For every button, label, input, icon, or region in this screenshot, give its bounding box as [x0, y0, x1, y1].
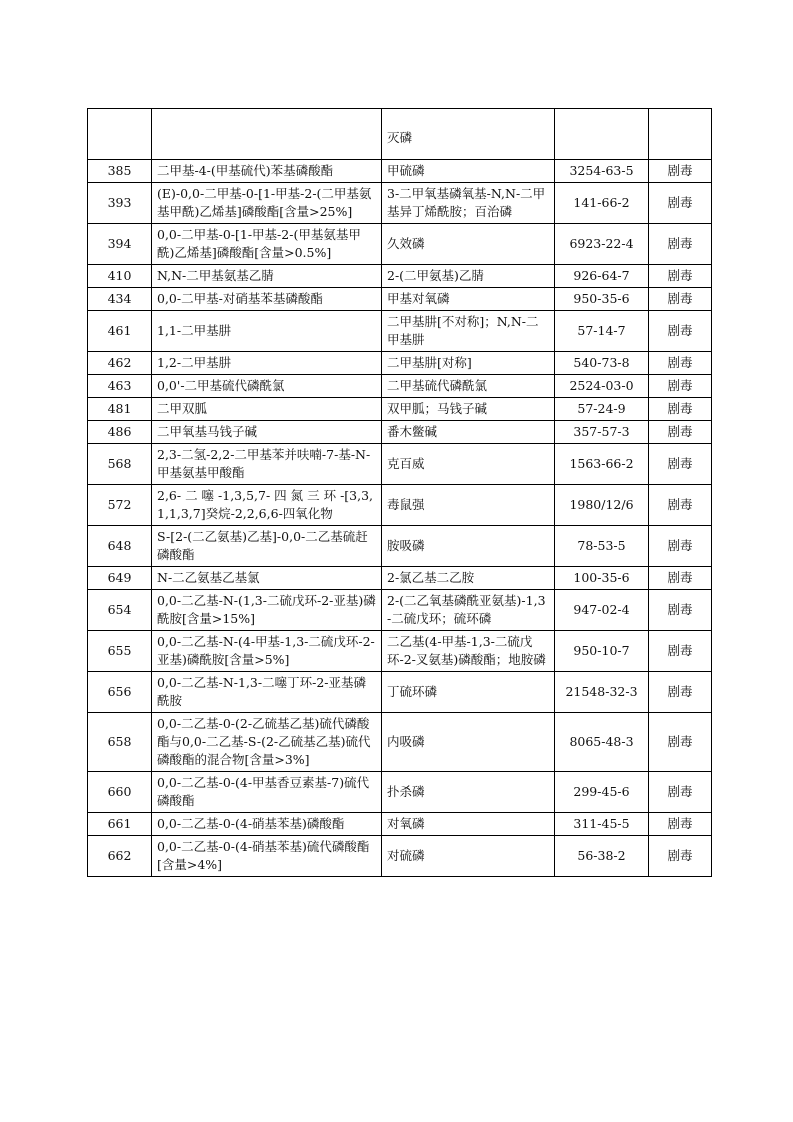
chemical-name: 二甲基-4-(甲基硫代)苯基磷酸酯 — [152, 160, 382, 183]
cas-number — [555, 109, 649, 160]
hazard-class: 剧毒 — [649, 713, 712, 772]
chemical-name: 0,0-二乙基-0-(4-硝基苯基)磷酸酯 — [152, 813, 382, 836]
table-row — [88, 444, 712, 485]
chemical-alias: 二甲基硫代磷酰氯 — [382, 375, 555, 398]
row-number: 410 — [88, 265, 152, 288]
chemical-name: 0,0-二乙基-0-(4-硝基苯基)硫代磷酸酯[含量>4%] — [152, 836, 382, 877]
row-number: 434 — [88, 288, 152, 311]
hazard-class: 剧毒 — [649, 160, 712, 183]
cas-number: 357-57-3 — [555, 421, 649, 444]
chemical-name: 0,0-二乙基-N-1,3-二噻丁环-2-亚基磷酰胺 — [152, 672, 382, 713]
row-number — [88, 109, 152, 160]
chemical-alias: 二乙基(4-甲基-1,3-二硫戊环-2-叉氨基)磷酸酯；地胺磷 — [382, 631, 555, 672]
chemical-name: N,N-二甲基氨基乙腈 — [152, 265, 382, 288]
chemical-name: 0,0-二甲基-0-[1-甲基-2-(甲基氨基甲酰)乙烯基]磷酸酯[含量>0.5%] — [152, 224, 382, 265]
row-number: 660 — [88, 772, 152, 813]
table-row — [88, 398, 712, 421]
row-number: 649 — [88, 567, 152, 590]
cas-number: 6923-22-4 — [555, 224, 649, 265]
chemical-alias: 扑杀磷 — [382, 772, 555, 813]
table-row — [88, 485, 712, 526]
chemical-name: 二甲氧基马钱子碱 — [152, 421, 382, 444]
cas-number: 926-64-7 — [555, 265, 649, 288]
row-number: 572 — [88, 485, 152, 526]
table-row — [88, 772, 712, 813]
row-number: 654 — [88, 590, 152, 631]
hazard-class: 剧毒 — [649, 772, 712, 813]
row-number: 661 — [88, 813, 152, 836]
cas-number: 78-53-5 — [555, 526, 649, 567]
chemical-alias: 番木鳖碱 — [382, 421, 555, 444]
row-number: 648 — [88, 526, 152, 567]
hazard-class: 剧毒 — [649, 526, 712, 567]
row-number: 385 — [88, 160, 152, 183]
table-row — [88, 567, 712, 590]
hazard-class: 剧毒 — [649, 224, 712, 265]
chemical-alias: 胺吸磷 — [382, 526, 555, 567]
hazard-class: 剧毒 — [649, 183, 712, 224]
cas-number: 540-73-8 — [555, 352, 649, 375]
hazard-class: 剧毒 — [649, 421, 712, 444]
chemical-name: 二甲双胍 — [152, 398, 382, 421]
hazard-class: 剧毒 — [649, 311, 712, 352]
cas-number: 947-02-4 — [555, 590, 649, 631]
hazard-class: 剧毒 — [649, 631, 712, 672]
chemical-name: (E)-0,0-二甲基-0-[1-甲基-2-(二甲基氨基甲酰)乙烯基]磷酸酯[含量>25%] — [152, 183, 382, 224]
chemical-alias: 甲硫磷 — [382, 160, 555, 183]
row-number: 461 — [88, 311, 152, 352]
chemical-alias: 2-(二甲氨基)乙腈 — [382, 265, 555, 288]
chemical-alias: 3-二甲氧基磷氧基-N,N-二甲基异丁烯酰胺；百治磷 — [382, 183, 555, 224]
table-row — [88, 836, 712, 877]
cas-number: 311-45-5 — [555, 813, 649, 836]
hazard-class: 剧毒 — [649, 398, 712, 421]
row-number: 662 — [88, 836, 152, 877]
chemical-alias: 久效磷 — [382, 224, 555, 265]
table-row — [88, 421, 712, 444]
row-number: 655 — [88, 631, 152, 672]
cas-number: 3254-63-5 — [555, 160, 649, 183]
cas-number: 950-35-6 — [555, 288, 649, 311]
hazard-class: 剧毒 — [649, 444, 712, 485]
chemical-alias: 对硫磷 — [382, 836, 555, 877]
hazard-class: 剧毒 — [649, 485, 712, 526]
chemical-alias: 二甲基肼[对称] — [382, 352, 555, 375]
chemical-name: 0,0-二乙基-N-(4-甲基-1,3-二硫戊环-2-亚基)磷酰胺[含量>5%] — [152, 631, 382, 672]
chemical-table — [87, 108, 712, 877]
row-number: 481 — [88, 398, 152, 421]
table-row — [88, 352, 712, 375]
table-row — [88, 288, 712, 311]
cas-number: 2524-03-0 — [555, 375, 649, 398]
cas-number: 56-38-2 — [555, 836, 649, 877]
cas-number: 57-14-7 — [555, 311, 649, 352]
table-row — [88, 672, 712, 713]
table-row — [88, 183, 712, 224]
chemical-alias: 丁硫环磷 — [382, 672, 555, 713]
row-number: 393 — [88, 183, 152, 224]
chemical-alias: 二甲基肼[不对称]；N,N-二甲基肼 — [382, 311, 555, 352]
chemical-name: 1,2-二甲基肼 — [152, 352, 382, 375]
row-number: 463 — [88, 375, 152, 398]
cas-number: 100-35-6 — [555, 567, 649, 590]
chemical-name: 0,0-二乙基-N-(1,3-二硫戊环-2-亚基)磷酰胺[含量>15%] — [152, 590, 382, 631]
chemical-alias: 内吸磷 — [382, 713, 555, 772]
table-row — [88, 813, 712, 836]
chemical-alias: 对氧磷 — [382, 813, 555, 836]
chemical-table-body — [88, 109, 712, 877]
cas-number: 21548-32-3 — [555, 672, 649, 713]
hazard-class: 剧毒 — [649, 375, 712, 398]
hazard-class: 剧毒 — [649, 590, 712, 631]
hazard-class: 剧毒 — [649, 288, 712, 311]
table-row — [88, 713, 712, 772]
hazard-class: 剧毒 — [649, 265, 712, 288]
table-row — [88, 224, 712, 265]
chemical-alias: 克百威 — [382, 444, 555, 485]
row-number: 486 — [88, 421, 152, 444]
table-row — [88, 265, 712, 288]
table-row — [88, 375, 712, 398]
table-row — [88, 109, 712, 160]
cas-number: 57-24-9 — [555, 398, 649, 421]
table-row — [88, 590, 712, 631]
chemical-name: N-二乙氨基乙基氯 — [152, 567, 382, 590]
chemical-name — [152, 109, 382, 160]
chemical-name: 0,0-二甲基-对硝基苯基磷酸酯 — [152, 288, 382, 311]
row-number: 394 — [88, 224, 152, 265]
chemical-alias: 甲基对氧磷 — [382, 288, 555, 311]
hazard-class: 剧毒 — [649, 836, 712, 877]
chemical-name: 0,0'-二甲基硫代磷酰氯 — [152, 375, 382, 398]
cas-number: 950-10-7 — [555, 631, 649, 672]
chemical-name: 0,0-二乙基-0-(2-乙硫基乙基)硫代磷酸酯与0,0-二乙基-S-(2-乙硫基乙基)硫代磷酸酯的混合物[含量>3%] — [152, 713, 382, 772]
row-number: 656 — [88, 672, 152, 713]
chemical-name: 0,0-二乙基-0-(4-甲基香豆素基-7)硫代磷酸酯 — [152, 772, 382, 813]
chemical-alias: 毒鼠强 — [382, 485, 555, 526]
row-number: 568 — [88, 444, 152, 485]
chemical-name: 1,1-二甲基肼 — [152, 311, 382, 352]
cas-number: 1563-66-2 — [555, 444, 649, 485]
row-number: 658 — [88, 713, 152, 772]
table-row — [88, 311, 712, 352]
chemical-name: 2,6- 二 噻 -1,3,5,7- 四 氮 三 环 -[3,3,1,1,3,7]癸烷-2,2,6,6-四氧化物 — [152, 485, 382, 526]
hazard-class: 剧毒 — [649, 352, 712, 375]
hazard-class: 剧毒 — [649, 813, 712, 836]
chemical-alias: 2-氯乙基二乙胺 — [382, 567, 555, 590]
cas-number: 141-66-2 — [555, 183, 649, 224]
hazard-class: 剧毒 — [649, 672, 712, 713]
cas-number: 1980/12/6 — [555, 485, 649, 526]
cas-number: 299-45-6 — [555, 772, 649, 813]
cas-number: 8065-48-3 — [555, 713, 649, 772]
table-row — [88, 160, 712, 183]
chemical-name: S-[2-(二乙氨基)乙基]-0,0-二乙基硫赶磷酸酯 — [152, 526, 382, 567]
table-row — [88, 631, 712, 672]
chemical-alias: 2-(二乙氧基磷酰亚氨基)-1,3-二硫戊环；硫环磷 — [382, 590, 555, 631]
chemical-alias: 双甲胍；马钱子碱 — [382, 398, 555, 421]
row-number: 462 — [88, 352, 152, 375]
hazard-class — [649, 109, 712, 160]
chemical-name: 2,3-二氢-2,2-二甲基苯并呋喃-7-基-N-甲基氨基甲酸酯 — [152, 444, 382, 485]
chemical-alias: 灭磷 — [382, 109, 555, 160]
hazard-class: 剧毒 — [649, 567, 712, 590]
table-row — [88, 526, 712, 567]
